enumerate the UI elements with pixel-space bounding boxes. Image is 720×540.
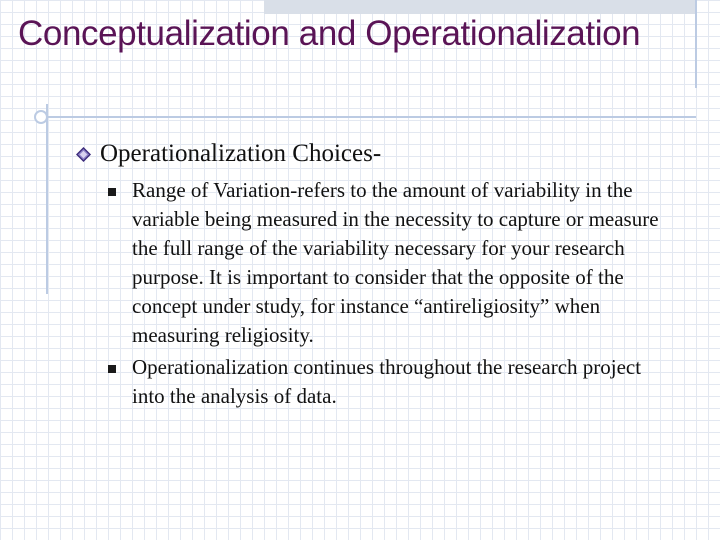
bullet-text: Operationalization continues throughout the research project into the analysis of data. xyxy=(132,355,642,408)
section-heading-row xyxy=(76,140,381,168)
title-underline-rule xyxy=(40,116,696,118)
list-item xyxy=(108,176,678,350)
corner-ornament xyxy=(34,110,48,124)
slide-title: Conceptualization and Operationalization xyxy=(18,14,641,53)
top-accent-band xyxy=(264,0,696,14)
left-accent-rule xyxy=(46,104,48,294)
list-item xyxy=(108,353,678,411)
section-heading: Operationalization Choices- xyxy=(100,140,382,167)
bullet-list xyxy=(108,176,678,414)
square-bullet-icon xyxy=(108,365,116,373)
square-bullet-icon xyxy=(108,188,116,196)
right-accent-rule xyxy=(695,0,697,88)
bullet-text: Range of Variation-refers to the amount of variability in the variable being measured in the necessity to capture or measure the full range of the variability necessary for your research purpose. It is important to consider that the opposite of the concept under study, for instance “antireligiosity” when measuring religiosity. xyxy=(132,178,659,347)
diamond-bullet-icon xyxy=(76,147,91,162)
